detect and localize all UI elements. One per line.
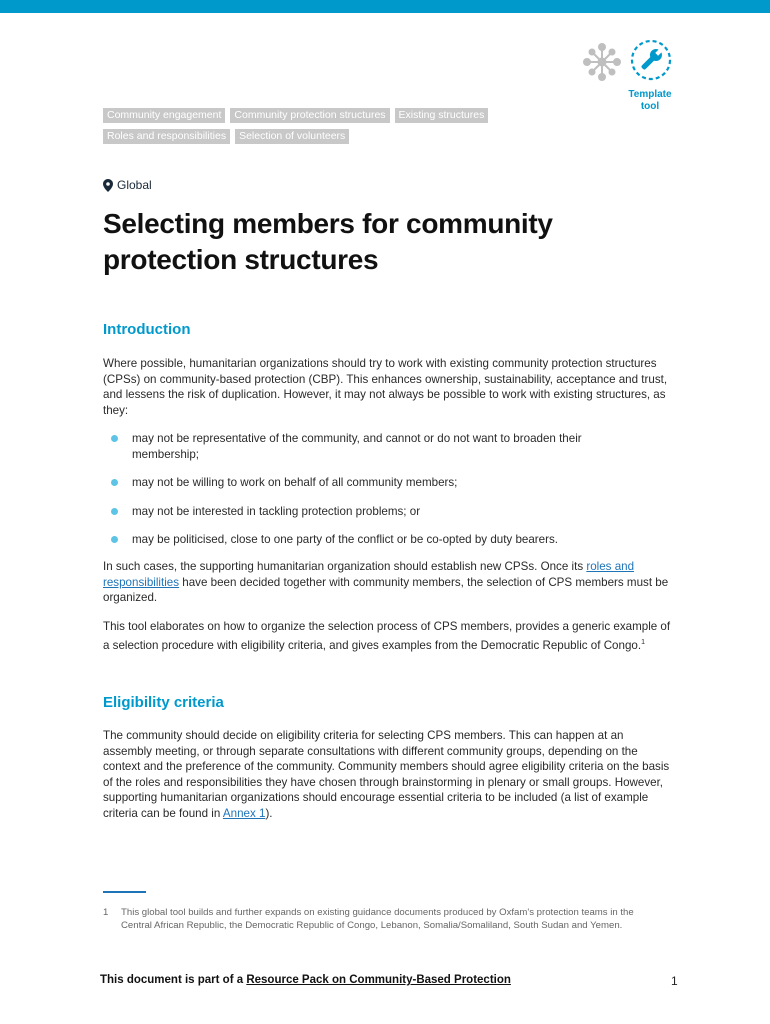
roles-and-responsibilities-link[interactable]: roles and responsibilities	[103, 560, 635, 589]
list-item: may not be willing to work on behalf of all community members;	[111, 475, 651, 491]
footnote	[103, 906, 663, 932]
tag-roles-and-responsibilities[interactable]: Roles and responsibilities	[103, 129, 230, 144]
intro-paragraph-1: Where possible, humanitarian organizations should try to work with existing community protection structures (CPSs) on community-based protection (CBP). This enhances ownership, sustainability, acceptance and trust, and lessens the risk of duplication. However, it may not always be possible to work with existing structures, as they:	[103, 357, 668, 417]
tag-existing-structures[interactable]: Existing structures	[395, 108, 489, 123]
list-item: may not be representative of the community, and cannot or do not want to broaden their membership;	[111, 431, 651, 462]
list-item: may not be interested in tackling protection problems; or	[111, 504, 651, 520]
tag-community-protection-structures[interactable]: Community protection structures	[230, 108, 389, 123]
template-tool-label: Template tool	[628, 89, 672, 112]
footnote-text: This global tool builds and further expands on existing guidance documents produced by Oxfam's protection teams in the Central African Republic, the Democratic Republic of Congo, Lebanon, Somalia/Somaliland, South Sudan and Yemen.	[121, 907, 634, 931]
intro-paragraph-3: This tool elaborates on how to organize the selection process of CPS members, provides a generic example of a selection procedure with eligibility criteria, and gives examples from the Democratic Republic of Congo.$^1$	[103, 620, 671, 652]
network-icon	[572, 38, 680, 90]
bullet-list	[111, 431, 651, 548]
footnote-divider	[103, 891, 146, 893]
bullet-icon	[111, 435, 118, 442]
bullet-icon	[111, 536, 118, 543]
tag-row	[103, 129, 563, 144]
wrench-icon	[638, 45, 666, 73]
bullet-icon	[111, 508, 118, 515]
tag-community-engagement[interactable]: Community engagement	[103, 108, 225, 123]
resource-pack-link[interactable]: Resource Pack on Community-Based Protection	[246, 974, 511, 986]
tag-list	[103, 108, 563, 150]
eligibility-paragraph: The community should decide on eligibility criteria for selecting CPS members. This can happen at an assembly meeting, or through separate consultations with different community groups, depending on the context and the preference of the community. Community members should agree eligibility criteria on the basis of the roles and responsibilities they have chosen through brainstorming in plenary or small groups. However, supporting humanitarian organizations should encourage essential criteria to be included (a list of example criteria can be found in Annex 1).	[103, 729, 670, 820]
map-pin-icon	[103, 179, 113, 192]
tag-row	[103, 108, 563, 123]
page-number: 1	[671, 974, 678, 988]
bullet-icon	[111, 479, 118, 486]
tag-selection-of-volunteers[interactable]: Selection of volunteers	[235, 129, 349, 144]
page-footer: This document is part of a Resource Pack on Community-Based Protection	[100, 974, 511, 986]
intro-paragraph-2: In such cases, the supporting humanitarian organization should establish new CPSs. Once its roles and responsibilities have been decided together with community members, the selection of CPS members must be organized.	[103, 560, 669, 605]
list-item: may be politicised, close to one party of the conflict or be co-opted by duty bearers.	[111, 532, 651, 548]
section-heading-eligibility-criteria: Eligibility criteria	[103, 694, 224, 711]
location-text: Global	[117, 178, 152, 192]
top-accent-bar	[0, 0, 770, 13]
annex-1-link[interactable]: Annex 1	[222, 806, 266, 820]
footnote-number: 1	[103, 907, 109, 918]
footnote-reference[interactable]: 1	[641, 638, 645, 646]
section-heading-introduction: Introduction	[103, 321, 191, 338]
location-label	[103, 178, 152, 192]
page-title: Selecting members for community protection structures	[103, 208, 553, 275]
